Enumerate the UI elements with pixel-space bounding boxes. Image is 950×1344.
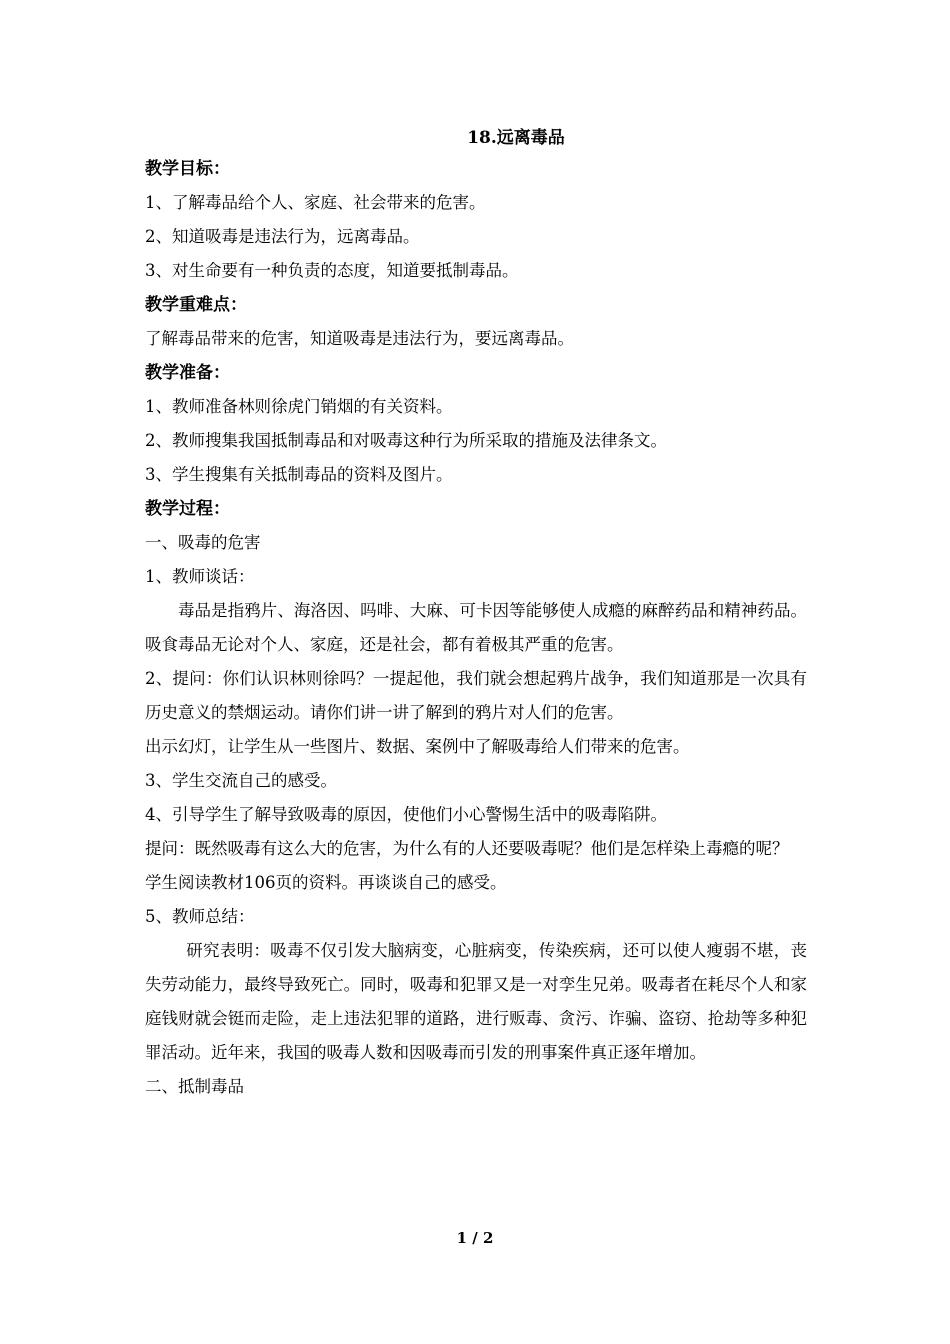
process-part1-title: 一、吸毒的危害 bbox=[145, 533, 261, 552]
process-step2-text: 2、提问：你们认识林则徐吗？一提起他，我们就会想起鸦片战争，我们知道那是一次具有历史意义的禁烟运动。请你们讲一讲了解到的鸦片对人们的危害。 bbox=[145, 669, 807, 722]
preparation-item-3: 3、学生搜集有关抵制毒品的资料及图片。 bbox=[145, 465, 453, 484]
process-step3-text: 3、学生交流自己的感受。 bbox=[145, 771, 337, 790]
process-step5-paragraph: 研究表明：吸毒不仅引发大脑病变，心脏病变，传染疾病，还可以使人瘦弱不堪，丧失劳动能力，最终导致死亡。同时，吸毒和犯罪又是一对孪生兄弟。吸毒者在耗尽个人和家庭钱财就会铤而走险，走上违法犯罪的道路，进行贩毒、贪污、诈骗、盗窃、抢劫等多种犯罪活动。近年来，我国的吸毒人数和因吸毒而引发的刑事案件真正逐年增加。 bbox=[145, 941, 807, 1062]
key-points-heading: 教学重难点： bbox=[145, 295, 247, 315]
process-heading: 教学过程： bbox=[145, 499, 230, 519]
process-step1-title: 1、教师谈话： bbox=[145, 567, 255, 586]
process-reading-text: 学生阅读教材106页的资料。再谈谈自己的感受。 bbox=[145, 873, 507, 892]
preparation-item-2: 2、教师搜集我国抵制毒品和对吸毒这种行为所采取的措施及法律条文。 bbox=[145, 431, 667, 450]
process-part2-title: 二、抵制毒品 bbox=[145, 1077, 244, 1096]
key-points-text: 了解毒品带来的危害，知道吸毒是违法行为，要远离毒品。 bbox=[145, 329, 574, 348]
process-step1-paragraph: 毒品是指鸦片、海洛因、吗啡、大麻、可卡因等能够使人成瘾的麻醉药品和精神药品。吸食毒品无论对个人、家庭，还是社会，都有着极其严重的危害。 bbox=[145, 601, 807, 654]
preparation-heading: 教学准备： bbox=[145, 363, 230, 383]
goals-heading: 教学目标： bbox=[145, 159, 230, 179]
process-question-text: 提问：既然吸毒有这么大的危害，为什么有的人还要吸毒呢？他们是怎样染上毒瘾的呢？ bbox=[145, 839, 789, 858]
document-title: 18.远离毒品 bbox=[467, 128, 565, 148]
goal-item-2: 2、知道吸毒是违法行为，远离毒品。 bbox=[145, 227, 420, 246]
process-slides-text: 出示幻灯，让学生从一些图片、数据、案例中了解吸毒给人们带来的危害。 bbox=[145, 737, 690, 756]
goal-item-1: 1、了解毒品给个人、家庭、社会带来的危害。 bbox=[145, 193, 486, 212]
preparation-item-1: 1、教师准备林则徐虎门销烟的有关资料。 bbox=[145, 397, 453, 416]
process-step5-title: 5、教师总结： bbox=[145, 907, 255, 926]
document-body bbox=[145, 124, 807, 1104]
page-number: 1 / 2 bbox=[456, 1229, 494, 1247]
goal-item-3: 3、对生命要有一种负责的态度，知道要抵制毒品。 bbox=[145, 261, 519, 280]
process-step4-text: 4、引导学生了解导致吸毒的原因，使他们小心警惕生活中的吸毒陷阱。 bbox=[145, 805, 667, 824]
